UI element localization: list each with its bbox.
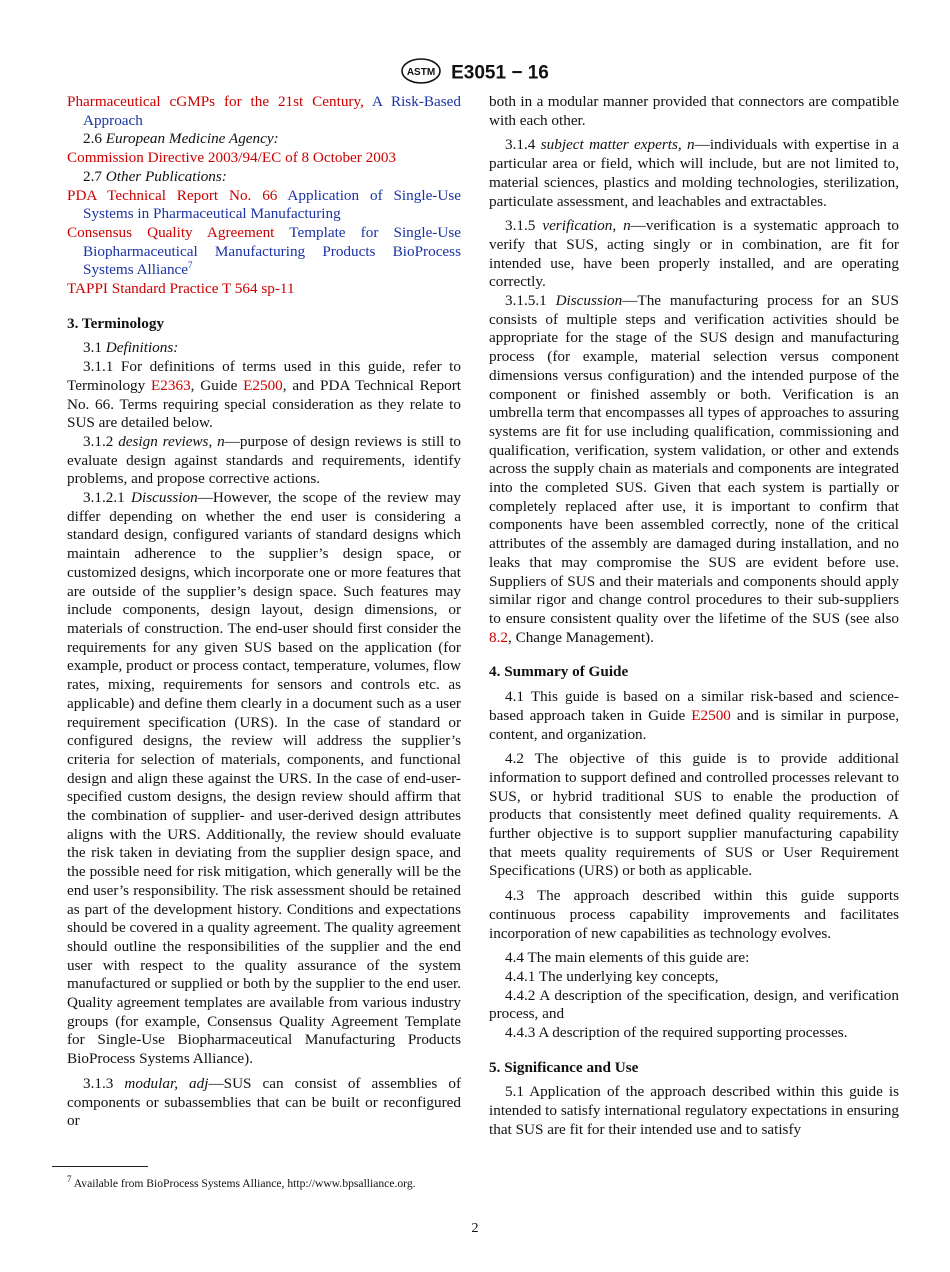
section-heading-summary: 4. Summary of Guide xyxy=(489,663,629,681)
paragraph-4-4-2: 4.4.2 A description of the specification, design, and verification process, and xyxy=(489,986,899,1023)
link-pda-title[interactable]: Application of Single-Use Systems in Pharmaceutical Manufacturing xyxy=(83,186,461,223)
reference-fda: Pharmaceutical cGMPs for the 21st Century, A Risk-Based Approach xyxy=(67,93,461,129)
footnote-ref[interactable]: 7 xyxy=(188,260,193,271)
section-heading-terminology: 3. Terminology xyxy=(67,314,165,332)
svg-text:ASTM: ASTM xyxy=(406,67,436,78)
reference-pda: PDA Technical Report No. 66 Application of Single-Use Systems in Pharmaceutical Manufacturing xyxy=(67,186,461,223)
page-number: 2 xyxy=(471,1221,479,1236)
paragraph-3-1-2-1: 3.1.2.1 Discussion—However, the scope of the review may differ depending on whether the end user is considering a standard design, configured variants of standard designs which maintain adherence to the supplier’s design space, or customized designs, which incorporate one or more features that are outside of the supplier’s design space. Such features may include components, design layout, design dimensions, or materials of construction. The end-user should first consider the requirements for any given SUS based on the application (for example, product or process contact, temperature, volumes, flow rates, mixing, requirements for sensors and controls etc. as applicable) and define them clearly in a document such as a user requirement specification (URS). In the case of standard or configured designs, the review will address the supplier’s criteria for selection of materials, components, and functional design and align these against the URS. In the case of end-user-specified custom designs, the design review should affirm that the combination of supplier- and user-derived design attributes aligns with the URS. Additionally, the review should evaluate the risk taken in deviating from the supplier design space, and the possible need for risk mitigation, which generally will be the end user’s responsibility. The risk assessment should be retained as part of the development history. Conditions and expectations should be covered in a quality agreement. The quality agreement should outline the responsibilities of the supplier and the end user with respect to the quality assurance of the system manufactured or supplied or both by the supplier to the end user. Quality agreement templates are available from various industry groups (for example, Consensus Quality Agreement Template for Single-Use Biopharmaceutical Manufacturing Products BioProcess Systems Alliance). xyxy=(67,489,461,1068)
paragraph-3-1-3-cont: both in a modular manner provided that connectors are compatible with each other. xyxy=(489,93,899,129)
right-column xyxy=(489,93,899,1140)
astm-logo-icon xyxy=(401,58,441,89)
footnote: $^7$ Available from BioProcess Systems Alliance, http://www.bpsalliance.org. xyxy=(67,1174,416,1190)
standard-designation: E3051 − 16 xyxy=(451,62,549,84)
paragraph-3-1-3: 3.1.3 modular, adj—SUS can consist of assemblies of components or subassemblies that can be built or reconfigured or xyxy=(67,1074,461,1130)
paragraph-5-1: 5.1 Application of the approach described within this guide is intended to satisfy international regulatory expectations in ensuring that SUS are fit for their intended use and to satisfy xyxy=(489,1083,899,1138)
link-consensus-template[interactable]: Template for Single-Use Biopharmaceutical Manufacturing Products BioProcess Systems Alliance xyxy=(83,223,461,279)
paragraph-3-1-5-1: 3.1.5.1 Discussion—The manufacturing process for an SUS consists of multiple steps and verification activities should be appropriate for the stage of the SUS design and manufacturing process (for example, material selection versus component dimensions versus configuration) and the intended purpose of the component or finished assembly or both. Verification is an umbrella term that encompasses all types of approaches to assuring systems are fit for use including qualification, commissioning and qualification, verification, system validation, or other and extends across the supply chain as materials and components are integrated into the completed SUS. Given that each system is partially or completely replaced after use, it is important to confirm that components have been assembled correctly, none of the critical attributes of the assembly are damaged during installation, and no leaks that may compromise the SUS are evident before use. Suppliers of SUS and their materials and components should apply similar rigor and change control procedures to their sub-suppliers to ensure consistent quality over the lifetime of the SUS (see also 8.2, Change Management). xyxy=(489,292,900,646)
paragraph-4-4-3: 4.4.3 A description of the required supporting processes. xyxy=(505,1024,848,1042)
link-section-8-2[interactable]: 8.2 xyxy=(489,628,508,646)
footnote-divider xyxy=(52,1166,148,1167)
section-2-6: 2.6 European Medicine Agency: xyxy=(83,130,279,148)
paragraph-3-1-2: 3.1.2 design reviews, n—purpose of design reviews is still to evaluate design against standards and requirements, identify problems, and propose corrective actions. xyxy=(67,432,462,488)
left-column xyxy=(67,93,461,1131)
paragraph-3-1-1: 3.1.1 For definitions of terms used in this guide, refer to Terminology E2363, Guide E2500, and PDA Technical Report No. 66. Terms requiring special consideration as they relate to SUS are detailed below. xyxy=(67,358,461,432)
paragraph-4-1: 4.1 This guide is based on a similar risk-based and science-based approach taken in Guide E2500 and is similar in purpose, content, and organization. xyxy=(489,688,899,743)
section-3-1: 3.1 Definitions: xyxy=(83,339,179,357)
link-risk-based-approach[interactable]: A Risk-Based Approach xyxy=(83,93,461,129)
link-e2500-guide[interactable]: E2500 xyxy=(691,706,731,724)
paragraph-4-4-1: 4.4.1 The underlying key concepts, xyxy=(505,967,719,985)
reference-ema: Commission Directive 2003/94/EC of 8 October 2003 xyxy=(67,149,397,167)
paragraph-4-4: 4.4 The main elements of this guide are: xyxy=(505,949,750,967)
page-header xyxy=(0,58,950,89)
link-e2500[interactable]: E2500 xyxy=(243,376,283,394)
paragraph-4-2: 4.2 The objective of this guide is to provide additional information to support defined and controlled processes relevant to SUS, or hybrid traditional SUS to enable the production of products that consistently meet defined quality requirements. A further objective is to support supplier manufacturing capability that meets quality requirements of SUS or User Requirement Specifications (URS) or both as applicable. xyxy=(489,750,899,880)
paragraph-4-3: 4.3 The approach described within this guide supports continuous process capability improvements and facilitates incorporation of new capabilities as technology evolves. xyxy=(489,887,899,942)
reference-tappi: TAPPI Standard Practice T 564 sp-11 xyxy=(67,280,295,298)
section-heading-significance: 5. Significance and Use xyxy=(489,1058,639,1076)
link-e2363[interactable]: E2363 xyxy=(151,376,191,394)
paragraph-3-1-4: 3.1.4 subject matter experts, n—individuals with expertise in a particular area or field, which will include, but are not limited to, material sciences, plastics and molding technologies, sterilization, particulate assessment, and leachables and extractables. xyxy=(489,136,900,210)
reference-consensus: Consensus Quality Agreement Template for Single-Use Biopharmaceutical Manufacturing Products BioProcess Systems Alliance$^7$ xyxy=(67,223,461,279)
section-2-7: 2.7 Other Publications: xyxy=(83,167,227,185)
paragraph-3-1-5: 3.1.5 verification, n—verification is a systematic approach to verify that SUS, acting singly or in combination, are fit for intended use, have been properly installed, and are operating correctly. xyxy=(489,217,900,291)
